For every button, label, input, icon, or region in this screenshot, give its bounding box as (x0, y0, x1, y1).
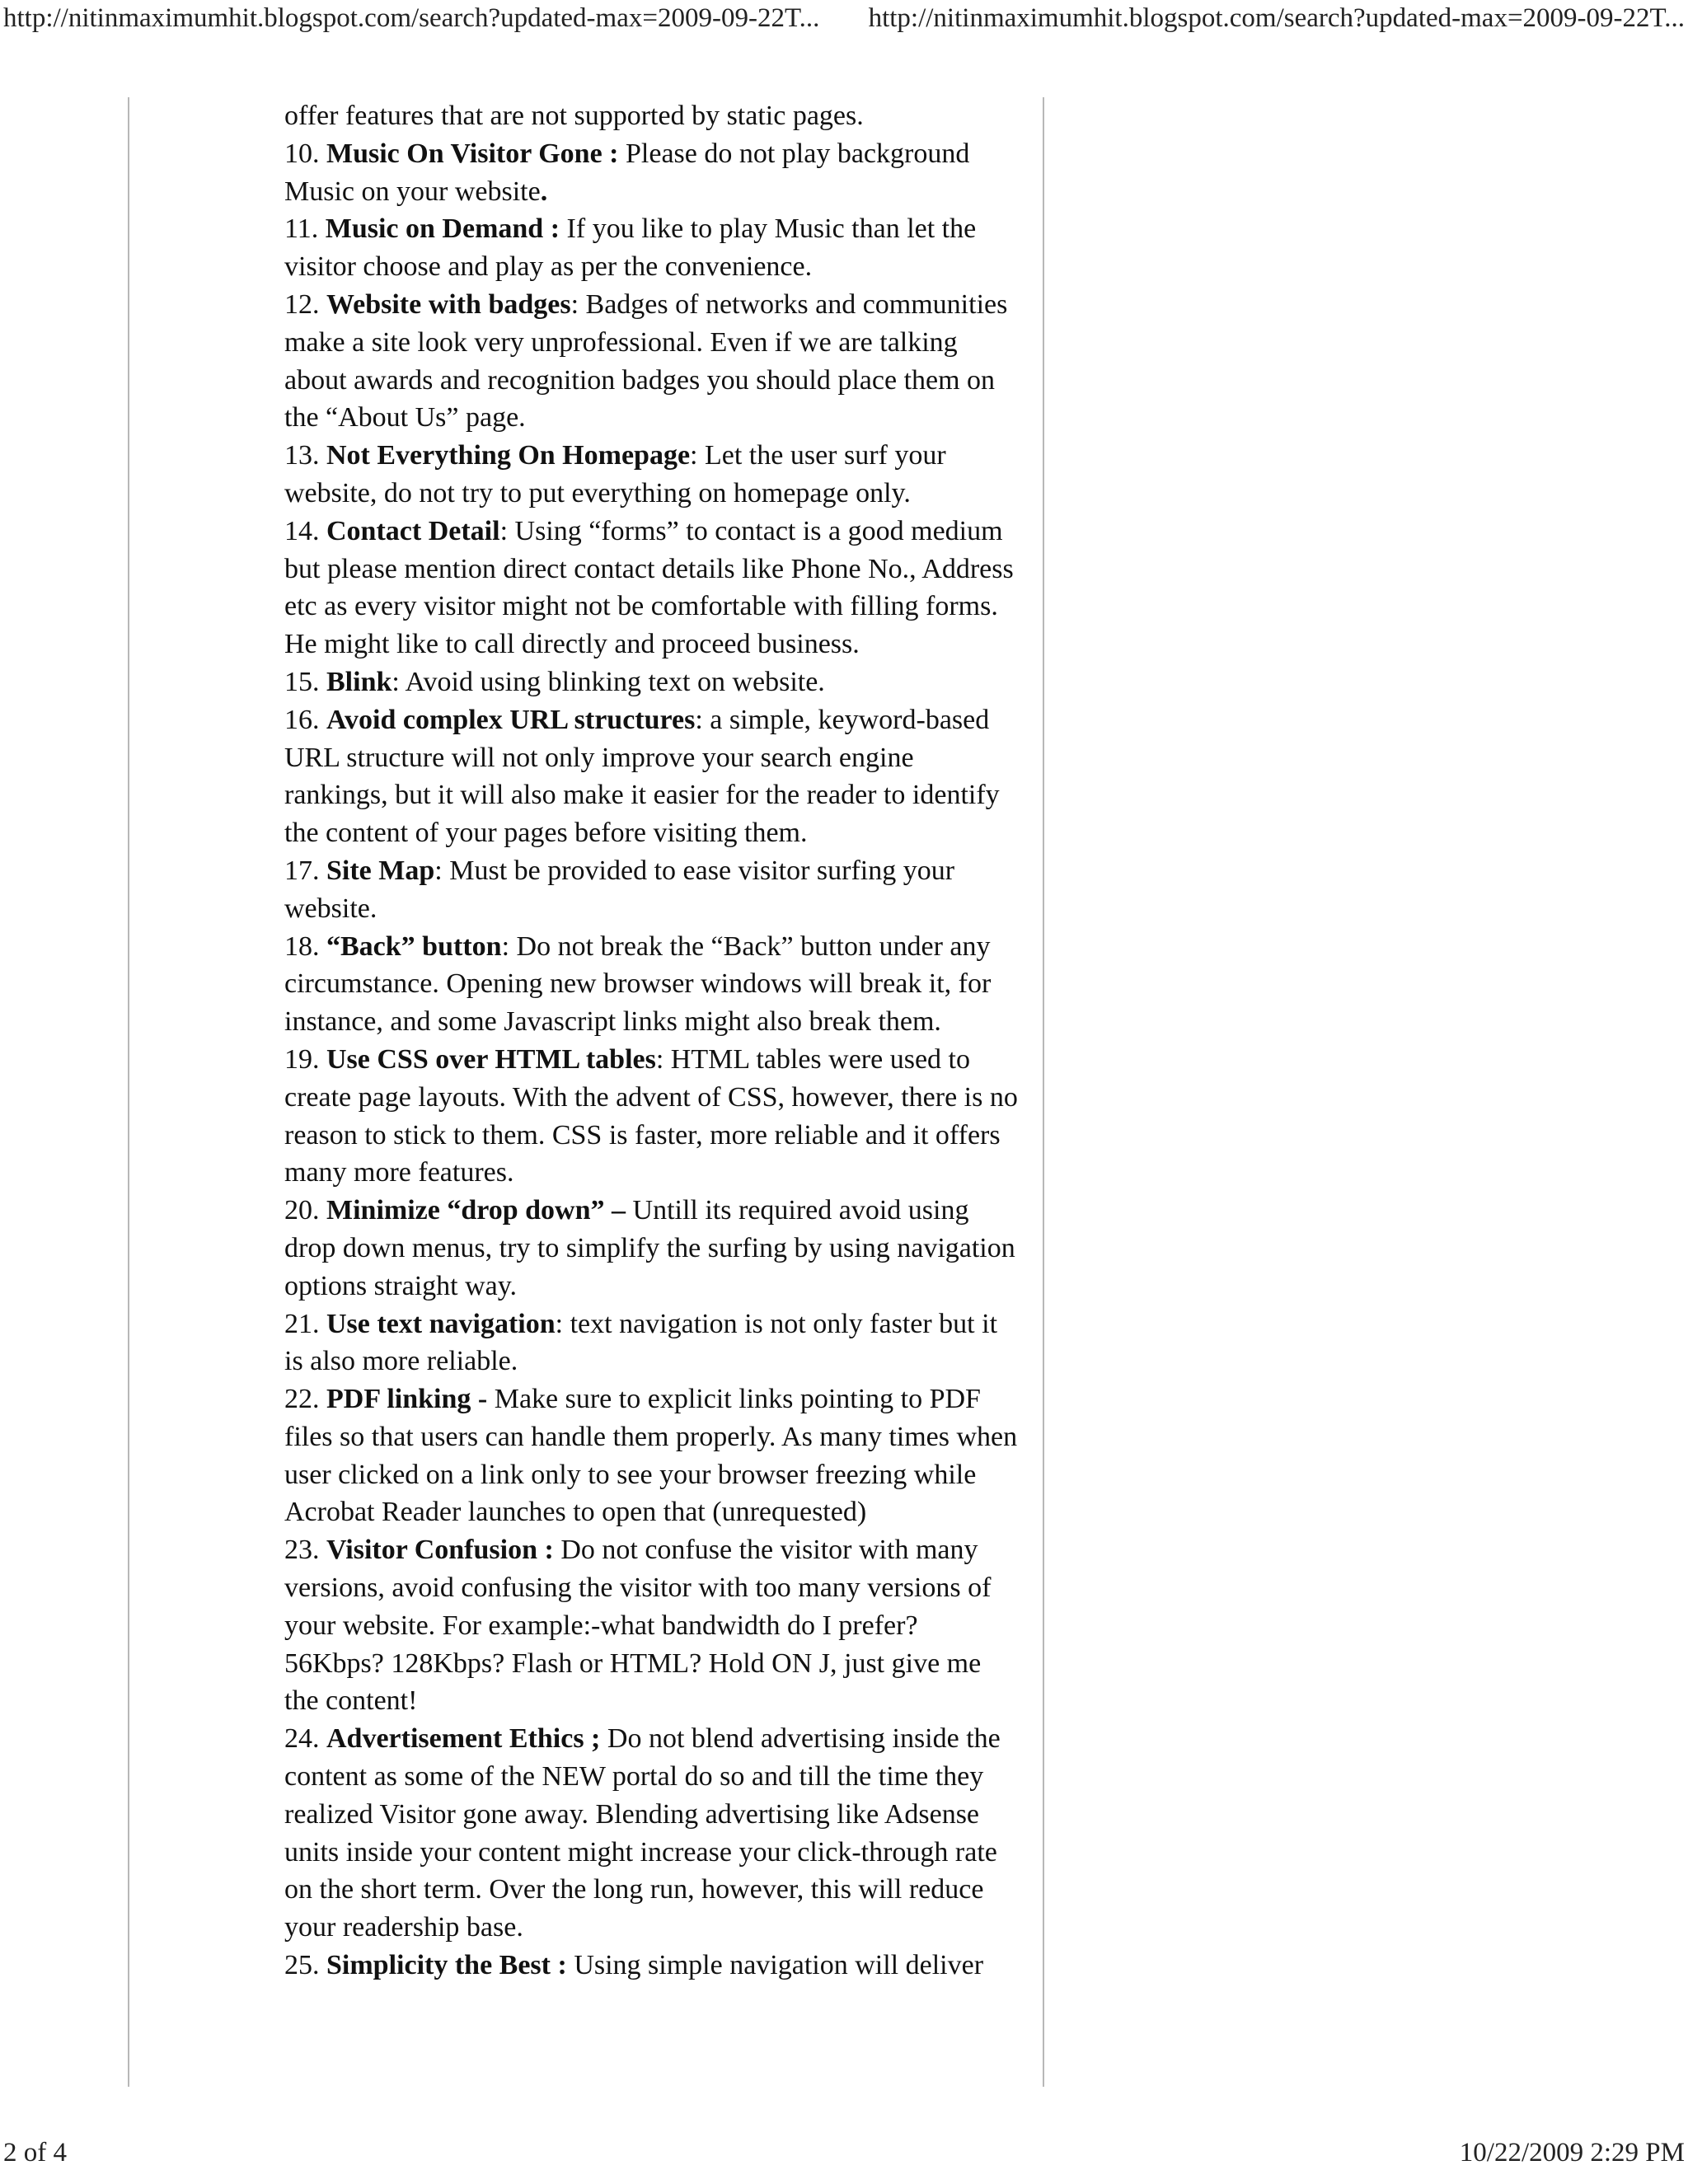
right-column-rule (1043, 97, 1044, 2087)
item-title: Use CSS over HTML tables (326, 1043, 656, 1075)
item-title: Site Map (326, 855, 435, 886)
list-item (284, 852, 1018, 928)
list-item (284, 1041, 1018, 1192)
list-item (284, 135, 1018, 211)
item-title: Contact Detail (326, 515, 500, 546)
footer-page-number: 2 of 4 (3, 2138, 67, 2168)
list-item (284, 928, 1018, 1041)
footer-datetime: 10/22/2009 2:29 PM (1459, 2138, 1685, 2168)
item-title: Blink (326, 666, 392, 697)
item-text: Make sure to explicit links pointing to PDF files so that users can handle them properly. As many times when user clicked on a link only to see your browser freezing while Acrobat Reader launches to open that (unrequested) (284, 1384, 1018, 1528)
item-title: “Back” button (326, 930, 502, 962)
left-column-rule (128, 97, 129, 2087)
item-number: 13. (284, 440, 320, 471)
item-tail: . (540, 176, 548, 207)
item-text: : Badges of networks and communities make a site look very unprofessional. Even if we are talking about awards and recognition badges you should place them on the “About Us” page. (284, 288, 1008, 434)
list-item (284, 210, 1018, 286)
item-title: Advertisement Ethics ; (326, 1723, 601, 1755)
article-body (284, 97, 1018, 2081)
item-text: Please do not play background Music on your website (284, 138, 970, 207)
list-item (284, 437, 1018, 513)
list-item (284, 701, 1018, 852)
item-text: : Using “forms” to contact is a good medium but please mention direct contact details like Phone No., Address etc as every visitor might not be comfortable with filling forms. He might like to call directly and proceed business. (284, 515, 1014, 660)
list-item (284, 1720, 1018, 1947)
item-number: 11. (284, 213, 319, 245)
list-item (284, 513, 1018, 663)
item-title: Avoid complex URL structures (326, 704, 696, 735)
item-text: : Let the user surf your website, do not try to put everything on homepage only. (284, 440, 946, 509)
item-number: 21. (284, 1308, 320, 1339)
item-text: : a simple, keyword-based URL structure will not only improve your search engine rankings, but it will also make it easier for the reader to identify the content of your pages before visiting them. (284, 704, 1000, 849)
header-url-right: http://nitinmaximumhit.blogspot.com/search?updated-max=2009-09-22T... (868, 3, 1685, 33)
item-number: 20. (284, 1195, 320, 1226)
list-item (284, 663, 1018, 701)
item-text: Do not blend advertising inside the content as some of the NEW portal do so and till the time they realized Visitor gone away. Blending advertising like Adsense units inside your content might increase your click-through rate on the short term. Over the long run, however, this will reduce your readership base. (284, 1723, 1001, 1943)
item-title: Not Everything On Homepage (326, 440, 691, 471)
item-title: Use text navigation (326, 1308, 556, 1339)
item-number: 24. (284, 1723, 320, 1755)
item-number: 23. (284, 1535, 320, 1566)
item-text: : Must be provided to ease visitor surfing your website. (284, 855, 955, 924)
item-title: Minimize “drop down” – (326, 1195, 626, 1226)
item-text: Using simple navigation will deliver (574, 1950, 984, 1981)
item-number: 12. (284, 288, 320, 320)
item-title: Visitor Confusion : (326, 1535, 554, 1566)
item-text: If you like to play Music than let the visitor choose and play as per the convenience. (284, 213, 977, 283)
item-number: 10. (284, 138, 320, 169)
header-url-left: http://nitinmaximumhit.blogspot.com/search?updated-max=2009-09-22T... (3, 3, 820, 33)
item-title: PDF linking - (326, 1384, 488, 1415)
item-number: 19. (284, 1043, 320, 1075)
item-title: Music on Demand : (325, 213, 560, 245)
item-number: 25. (284, 1950, 320, 1981)
item-text: Do not confuse the visitor with many versions, avoid confusing the visitor with too many versions of your website. For example:-what bandwidth do I prefer? 56Kbps? 128Kbps? Flash or HTML? Hold ON J, just give me the content! (284, 1535, 992, 1717)
item-number: 17. (284, 855, 320, 886)
list-item (284, 1192, 1018, 1305)
list-item (284, 286, 1018, 437)
item-text: : Do not break the “Back” button under any circumstance. Opening new browser windows will break it, for instance, and some Javascript links might also break them. (284, 930, 992, 1038)
item-text: : Avoid using blinking text on website. (392, 666, 825, 697)
item-number: 22. (284, 1384, 320, 1415)
list-item (284, 1380, 1018, 1531)
list-item (284, 1305, 1018, 1381)
list-item (284, 1947, 1018, 1985)
tips-list (284, 135, 1018, 1985)
item-text: Untill its required avoid using drop down menus, try to simplify the surfing by using navigation options straight way. (284, 1195, 1015, 1301)
item-number: 15. (284, 666, 320, 697)
item-number: 14. (284, 515, 320, 546)
item-text: : HTML tables were used to create page layouts. With the advent of CSS, however, there is no reason to stick to them. CSS is faster, more reliable and it offers many more features. (284, 1043, 1018, 1188)
item-number: 16. (284, 704, 320, 735)
item-title: Website with badges (326, 288, 571, 320)
list-item (284, 1531, 1018, 1720)
article-intro: offer features that are not supported by static pages. (284, 101, 864, 131)
item-text: : text navigation is not only faster but it is also more reliable. (284, 1308, 998, 1377)
item-title: Simplicity the Best : (326, 1950, 567, 1981)
item-title: Music On Visitor Gone : (326, 138, 619, 169)
item-number: 18. (284, 930, 320, 962)
